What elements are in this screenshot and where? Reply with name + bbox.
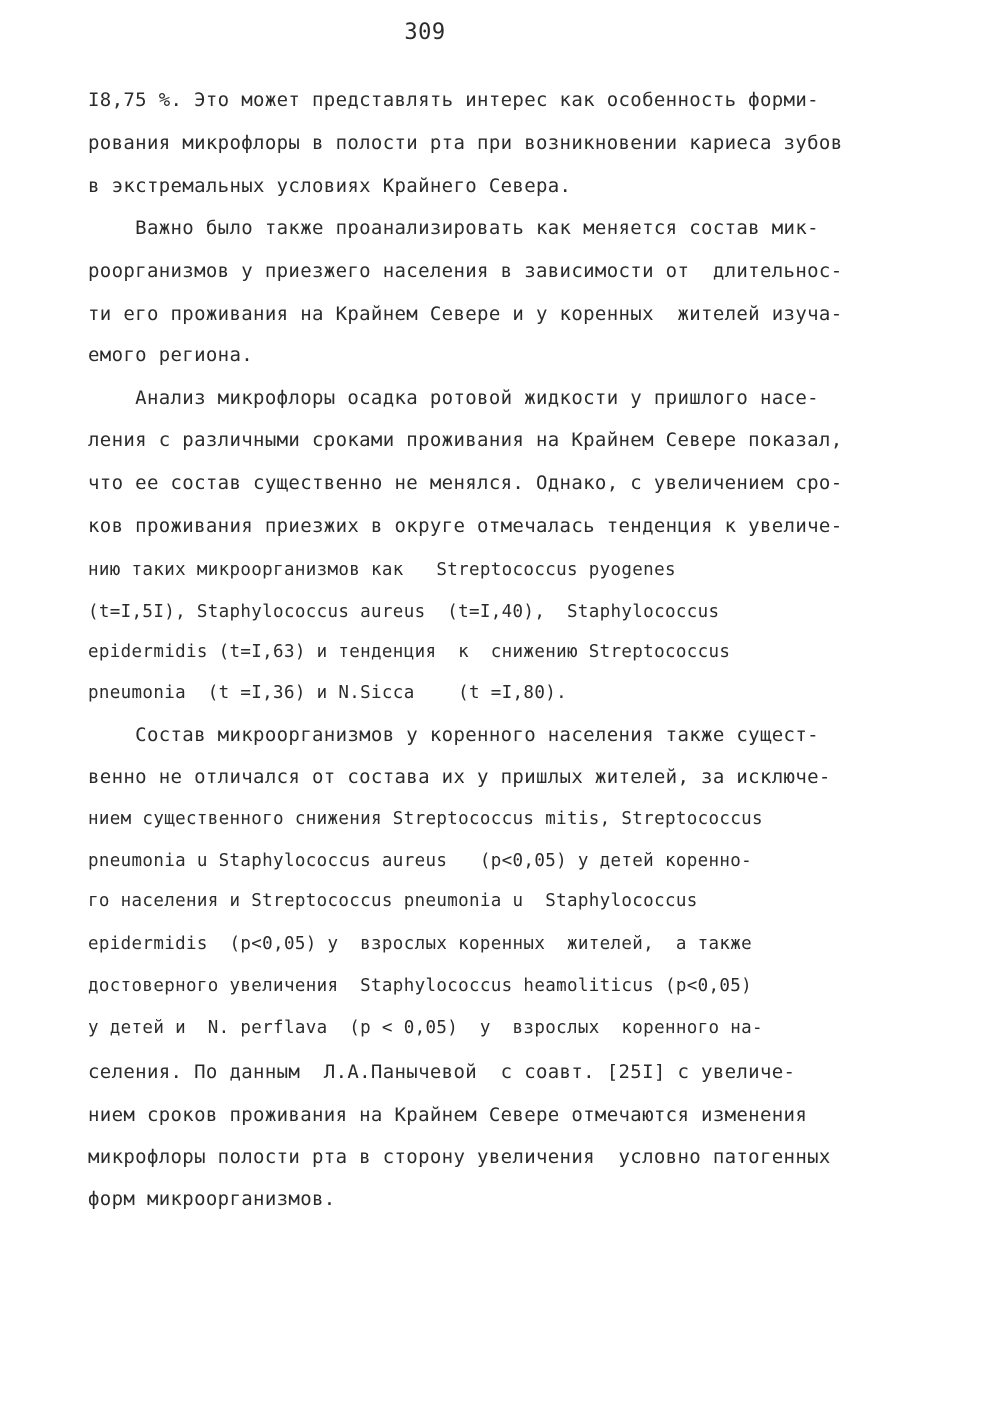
text-line: I8,75 %. Это может представлять интерес как особенность форми- [88,89,819,111]
text-line: epidermidis (t=I,63) и тенденция к снижению Streptococcus [88,642,731,662]
text-line: го населения и Streptococcus pneumonia u Staphylococcus [88,891,698,911]
text-line: что ее состав существенно не менялся. Однако, с увеличением сро- [88,472,843,494]
text-line: ков проживания приезжих в округе отмечалась тенденция к увеличе- [88,515,843,537]
text-line: pneumonia (t =I,36) и N.Sicca (t =I,80). [88,683,567,703]
text-line: нием существенного снижения Streptococcus mitis, Streptococcus [88,809,763,829]
text-line: микрофлоры полости рта в сторону увеличения условно патогенных [88,1146,831,1168]
text-line: (t=I,5I), Staphylococcus aureus (t=I,40), Staphylococcus [88,602,720,622]
text-line: емого региона. [88,344,254,366]
text-line: селения. По данным Л.А.Панычевой с соавт. [25I] с увеличе- [88,1061,796,1083]
text-line: Важно было также проанализировать как меняется состав мик- [88,217,819,239]
text-line: ти его проживания на Крайнем Севере и у коренных жителей изуча- [88,303,843,325]
page-number: 309 [404,20,446,45]
text-line: pneumonia u Staphylococcus aureus (p<0,05) у детей коренно- [88,851,753,871]
text-line: роорганизмов у приезжего населения в зависимости от длительнос- [88,260,843,282]
text-line: рования микрофлоры в полости рта при возникновении кариеса зубов [88,132,843,154]
text-line: Состав микроорганизмов у коренного населения также сущест- [88,724,819,746]
text-line: венно не отличался от состава их у пришлых жителей, за исключе- [88,766,831,788]
text-line: epidermidis (p<0,05) у взрослых коренных жителей, а также [88,934,753,954]
text-line: форм микроорганизмов. [88,1188,336,1210]
text-line: Анализ микрофлоры осадка ротовой жидкости у пришлого насе- [88,387,819,409]
text-line: нию таких микроорганизмов как Streptococcus pyogenes [88,560,676,580]
text-line: в экстремальных условиях Крайнего Севера. [88,175,572,197]
text-line: достоверного увеличения Staphylococcus heamoliticus (p<0,05) [88,976,753,996]
text-line: у детей и N. perflava (p < 0,05) у взрослых коренного на- [88,1018,763,1038]
text-line: нием сроков проживания на Крайнем Севере отмечаются изменения [88,1104,808,1126]
text-line: ления с различными сроками проживания на Крайнем Севере показал, [88,429,843,451]
